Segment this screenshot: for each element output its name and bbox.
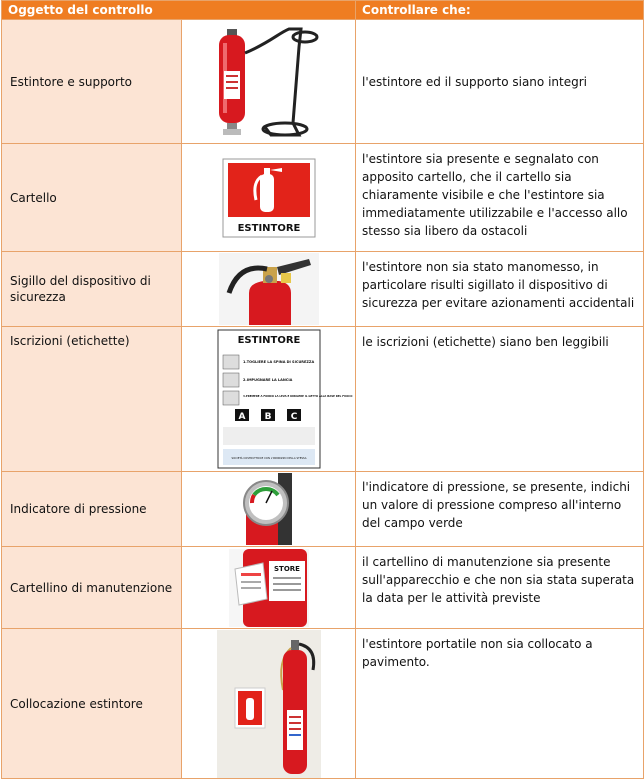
inspection-table [1,0,644,779]
label-title: ESTINTORE [237,335,300,346]
maintenance-tag-icon [229,549,309,627]
check-cell: l'indicatore di pressione, se presente, indichi un valore di pressione compreso all'interno del campo verde [356,472,644,547]
safety-seal-image [182,252,356,327]
check-cell: l'estintore sia presente e segnalato con apposito cartello, che il cartello sia chiaramente visibile e che l'estintore sia immediatamente utilizzabile e l'accesso allo stesso sia libero da ostacoli [356,144,644,252]
tag-text: STORE [273,564,300,573]
extinguisher-sign-icon [222,158,316,238]
table-header-row [2,1,644,20]
extinguisher-with-stand-icon [209,23,329,141]
table-row [2,472,644,547]
check-cell: le iscrizioni (etichette) siano ben leggibili [356,327,644,472]
object-cell: Cartello [2,144,182,252]
sign-text: ESTINTORE [237,222,300,234]
check-cell: l'estintore non sia stato manomesso, in particolare risulti sigillato il dispositivo di sicurezza per evitare azionamenti accidentali [356,252,644,327]
label-footer: SOCIETÀ COSTRUTTRICE CON L'INDIRIZZO DELLA STESSA [230,457,307,460]
pressure-gauge-icon [234,473,304,545]
check-cell: l'estintore portatile non sia collocato a pavimento. [356,629,644,779]
object-cell: Sigillo del dispositivo di sicurezza [2,252,182,327]
extinguisher-label-icon [217,329,352,469]
label-step-1: 1.TOGLIERE LA SPINA DI SICUREZZA [242,360,314,364]
table-row [2,629,644,779]
maintenance-tag-image [182,547,356,629]
header-object: Oggetto del controllo [2,1,356,20]
pressure-gauge-image [182,472,356,547]
fire-class-b: B [264,412,271,422]
table-row [2,327,644,472]
object-cell: Collocazione estintore [2,629,182,779]
table-row [2,144,644,252]
table-row [2,252,644,327]
object-cell: Iscrizioni (etichette) [2,327,182,472]
wall-mounted-extinguisher-icon [217,630,321,778]
sign-image [182,144,356,252]
table-row [2,547,644,629]
label-step-3: 3.PREMERE A FONDO LA LEVA E DIRIGERE IL GETTO ALLA BASE DEL FUOCO [242,395,352,398]
header-check: Controllare che: [356,1,644,20]
extinguisher-stand-image [182,20,356,144]
extinguisher-placement-image [182,629,356,779]
object-cell: Estintore e supporto [2,20,182,144]
fire-class-a: A [238,412,245,422]
safety-seal-icon [219,253,319,325]
label-image [182,327,356,472]
check-cell: l'estintore ed il supporto siano integri [356,20,644,144]
check-cell: il cartellino di manutenzione sia presente sull'apparecchio e che non sia stata superata la data per le attività previste [356,547,644,629]
object-cell: Cartellino di manutenzione [2,547,182,629]
fire-class-c: C [290,412,297,422]
object-cell: Indicatore di pressione [2,472,182,547]
label-step-2: 2.IMPUGNARE LA LANCIA [242,378,292,382]
table-row [2,20,644,144]
